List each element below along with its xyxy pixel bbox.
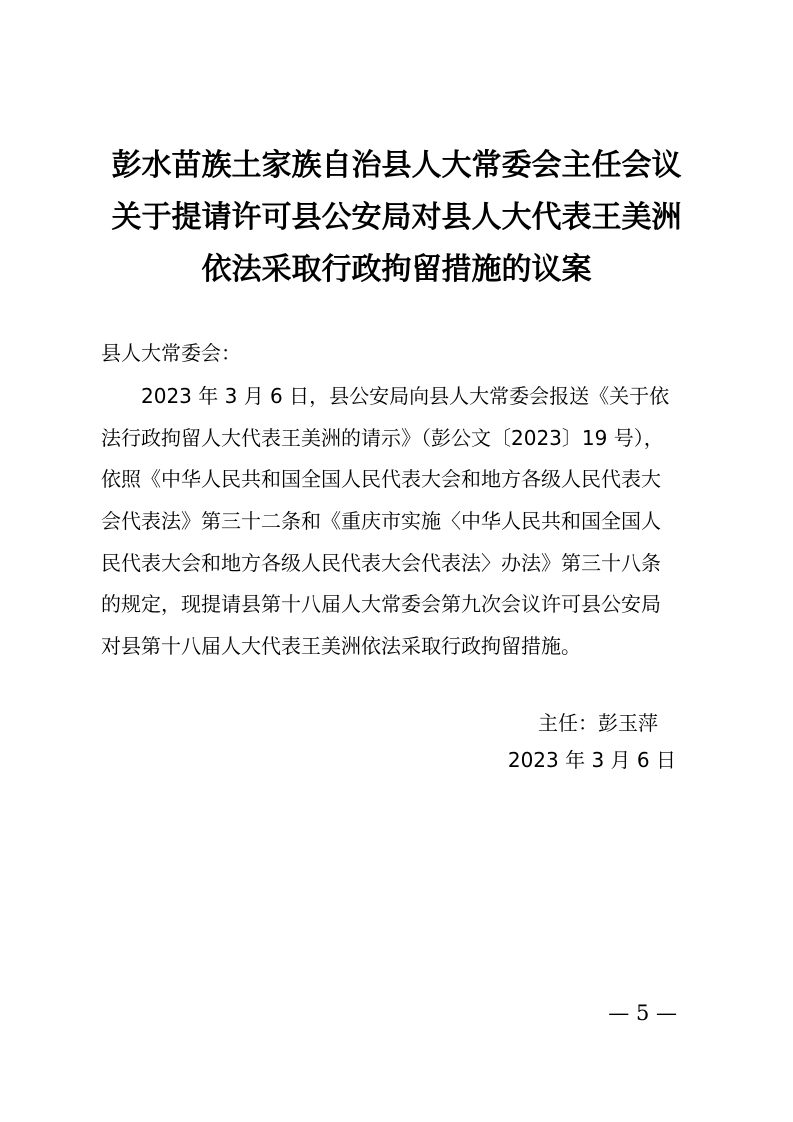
body-line-6: 的规定，现提请县第十八届人大常委会第九次会议许可县公安局 [101,592,661,617]
document-title [0,140,793,296]
page-number: — 5 — [608,1001,677,1025]
title-line-3: 依法采取行政拘留措施的议案 [201,252,592,287]
body-line-4: 会代表法》第三十二条和《重庆市实施〈中华人民共和国全国人 [101,509,661,534]
title-line-1: 彭水苗族土家族自治县人大常委会主任会议 [111,148,682,183]
body-line-2: 法行政拘留人大代表王美洲的请示》（彭公文〔2023〕19 号）， [101,425,664,450]
salutation: 县人大常委会： [101,341,241,365]
body-line-5: 民代表大会和地方各级人民代表大会代表法〉办法》第三十八条 [101,550,661,575]
body-line-1: 2023 年 3 月 6 日，县公安局向县人大常委会报送《关于依 [141,384,670,408]
signature-date: 2023 年 3 月 6 日 [507,748,676,772]
body-line-7: 对县第十八届人大代表王美洲依法采取行政拘留措施。 [101,634,581,659]
title-line-2: 关于提请许可县公安局对县人大代表王美洲 [111,200,682,235]
signature: 主任：彭玉萍 [538,711,658,735]
body-paragraph [101,376,701,668]
body-line-3: 依照《中华人民共和国全国人民代表大会和地方各级人民代表大 [101,467,661,492]
